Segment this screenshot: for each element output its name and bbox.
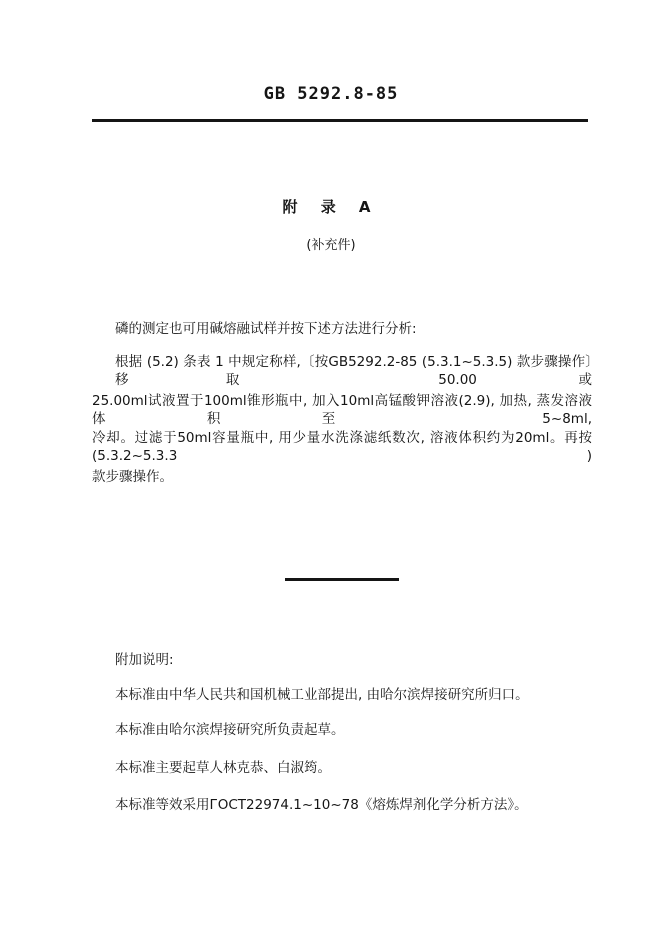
body-line-4: 款步骤操作。 — [92, 469, 173, 485]
note-item-1: 本标准由中华人民共和国机械工业部提出, 由哈尔滨焊接研究所归口。 — [115, 687, 529, 703]
standard-code: GB 5292.8-85 — [263, 84, 399, 104]
note-item-2: 本标准由哈尔滨焊接研究所负责起草。 — [115, 722, 345, 738]
section-divider — [285, 578, 399, 581]
body-line-3: 冷却。过滤于50ml容量瓶中, 用少量水洗涤滤纸数次, 溶液体积约为20ml。再按 (5.3.2~5.3.3 ) — [92, 430, 592, 464]
note-item-3: 本标准主要起草人林克恭、白淑筠。 — [115, 760, 331, 776]
note-item-4: 本标准等效采用ГОСТ22974.1~10~78《熔炼焊剂化学分析方法》。 — [115, 797, 528, 813]
body-line-2: 25.00ml试液置于100ml锥形瓶中, 加入10ml高锰酸钾溶液(2.9), 加热, 蒸发溶液体积至 5~8ml, — [92, 393, 592, 427]
appendix-title: 附 录 A — [282, 198, 380, 216]
header-rule — [92, 119, 588, 122]
body-line-1: 根据 (5.2) 条表 1 中规定称样,〔按GB5292.2-85 (5.3.1~5.3.5) 款步骤操作〕移取 50.00 或 — [115, 354, 592, 388]
appendix-subtitle: (补充件) — [306, 238, 356, 253]
body-intro: 磷的测定也可用碱熔融试样并按下述方法进行分析: — [115, 321, 417, 337]
notes-heading: 附加说明: — [115, 652, 174, 668]
